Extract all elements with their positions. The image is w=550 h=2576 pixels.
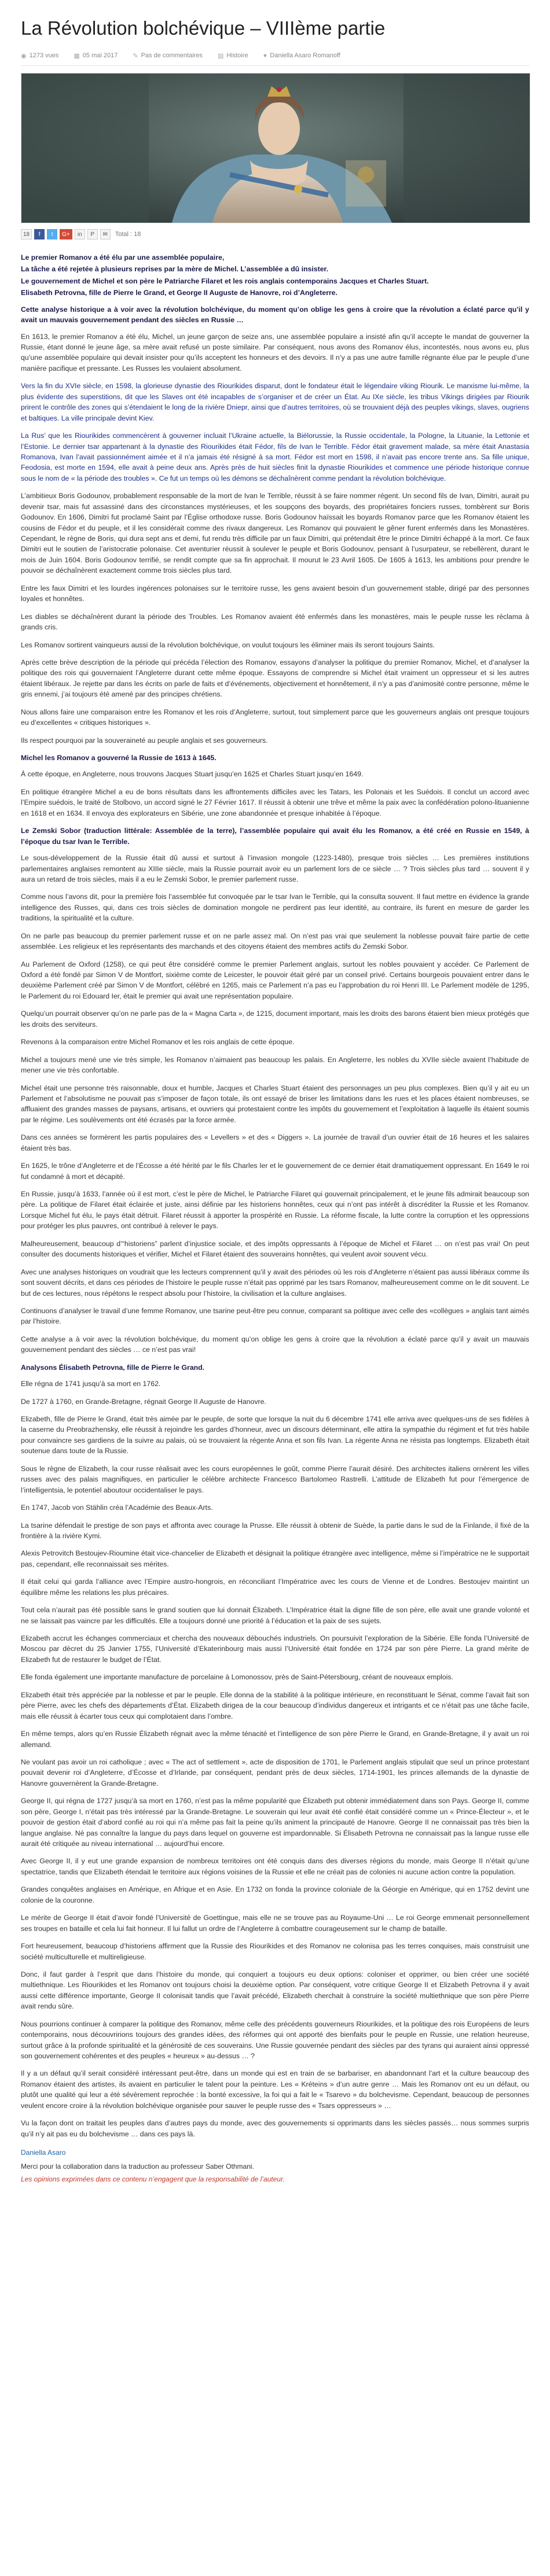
article-paragraph: Donc, il faut garder à l’esprit que dans l’histoire du monde, qui conquiert a toujours eu deux options: coloniser et opprimer, ou bien créer une société multiethnique. Les Riourikides et les Romanov ont toujours choisi la deuxième option. Par conséquent, votre critique George II et Elizabeth Petrovna il y avait aussi cette différence importante, George II colonisait tandis que l’avait précédé, Elizabeth cherchait à construire la société multiethnique que son père Pierre avait rendu sûre. <box>21 1970 529 2011</box>
article-paragraph: Cette analyse historique a à voir avec la révolution bolchévique, du moment qu’on oblige les gens à croire que la révolution a éclaté parce qu’il y avait un mauvais gouvernement pendant des siècles en Russie … <box>21 305 529 325</box>
date-meta <box>74 52 118 60</box>
article-paragraph: Elle régna de 1741 jusqu’à sa mort en 1762. <box>21 1380 161 1388</box>
article-paragraph: Nous pourrions continuer à comparer la politique des Romanov, même celle des précédents gouverneurs Riourikides, et la politique des rois Européens de leurs contemporains, nous découvririons toujours des grandes idées, des réformes qui ont apporté des bienfaits pour le peuple en Russie, une relation heureuse, surtout grâce à la profonde spiritualité et la générosité de ces souverains. Une Russie gouvernée pendant des siècles par des tyrans qui auraient ainsi oppressé son gouvernement cohérentes et des peuples « heureux » au-dessus … ? <box>21 2019 529 2060</box>
article-paragraph: Après cette brève description de la période qui précéda l’élection des Romanov, essayons d’analyser la politique du premier Romanov, Michel, et d’analyser la politique des rois qui gouvernaient l’Angleterre durant cette même époque. Essayons de comprendre si Michel était vraiment un oppresseur et si les autres étaient libéraux. Je rejette par dans les écrits on parle de faits et d’événements, objectivement et honnêtement, il n’y a pas d’animosité contre personne, même le gris ennemi, j’ai toujours été amené par des principes chrétiens. <box>21 658 529 699</box>
article-paragraph: Dans ces années se formèrent les partis populaires des « Levellers » et des « Diggers ». La journée de travail d’un ouvrier était de 16 heures et les salaires étaient très bas. <box>21 1133 529 1152</box>
article-paragraph: Comme nous l’avons dit, pour la première fois l’assemblée fut convoquée par le tsar Ivan le Terrible, qui la consulta souvent. Il faut mettre en évidence la grande intelligence des Russes, qui, dans ces trois siècles de domination mongole ne perdirent pas leur identité, au contraire, ils furent en mesure de garder les traditions, la spiritualité et la culture. <box>21 893 529 923</box>
comments-link[interactable]: Pas de commentaires <box>141 52 203 60</box>
comments-meta[interactable] <box>133 52 203 60</box>
google-share-button[interactable]: G+ <box>60 229 72 239</box>
author-meta[interactable] <box>263 52 340 60</box>
footer-thanks: Merci pour la collaboration dans la traduction au professeur Saber Othmani. <box>21 2162 254 2171</box>
email-share-button[interactable]: ✉ <box>100 229 111 239</box>
article-paragraph: En Russie, jusqu’à 1633, l’année où il est mort, c’est le père de Michel, le Patriarche Filaret qui gouvernait principalement, et le jeune fils admirait beaucoup son père. La politique de Filaret était éclairée et juste, ainsi définie par les historiens honnêtes, ceux qui n’ont pas intérêt à discréditer la Russie et les Romanov. Lorsque Michel fut élu, le pays était détruit. Filaret réussit à apporter la prospérité en Russie. La réforme fiscale, la lutte contre la corruption et les oppressions pour protéger les plus pauvres, ont contribué à relever le pays. <box>21 1190 529 1230</box>
article-paragraph: En 1613, le premier Romanov a été élu, Michel, un jeune garçon de seize ans, une assemblée populaire a insisté afin qu’il accepte le mandat de gouverner la Russie, étant donné le jeune âge, sa mère avait refusé un poste similaire. Par conséquent, nous avons des Romanov élus, incontestés, nous avons eu, plus qu’une assemblée populaire qui devait insister pour qu’ils acceptent les honneurs et des devoirs. Il n’y a pas une autre famille régnante élue par le peuple d’une manière pacifique et pressante. Les Russes les voulaient absolument. <box>21 332 529 373</box>
article-paragraph: La tâche a été rejetée à plusieurs reprises par la mère de Michel. L’assemblée a dû insister. <box>21 265 329 274</box>
article-paragraph: Avec George II, il y eut une grande expansion de nombreux territoires ont été conquis dans des diverses régions du monde, mais George II n’était qu’une spectatrice, tandis que Elizabeth étendait le territoire aux régions voisines de la Russie et elle ne créait pas de colonies ni aucune action contre la population. <box>21 1857 529 1876</box>
views-meta <box>21 52 58 60</box>
comment-icon: ✎ <box>133 52 138 60</box>
article-paragraph: Ils respect pourquoi par la souveraineté au peuple anglais et ses gouverneurs. <box>21 736 268 745</box>
article-paragraph: Le mérite de George II était d’avoir fondé l’Université de Goettingue, mais elle ne se trouve pas au Royaume-Uni … Le roi George emmenait personnellement ses troupes en bataille et cela lui fait honneur. Il lui fallut un ordre de l’Angleterre à combattre courageusement sur le champ de bataille. <box>21 1914 529 1933</box>
article-paragraph: En même temps, alors qu’en Russie Élizabeth régnait avec la même ténacité et l’intelligence de son père Pierre le Grand, en Grande-Bretagne, il y avait un roi allemand. <box>21 1730 529 1749</box>
author-link[interactable]: Daniella Asaro Romanoff <box>270 52 340 60</box>
views-count: 1273 vues <box>29 52 59 60</box>
article-paragraph: Il était celui qui garda l’alliance avec l’Empire austro-hongrois, en réconciliant l’Impératrice avec les cours de Vienne et de Londres. Bestoujev maintint un équilibre même les relations les plus précaires. <box>21 1578 529 1597</box>
article-paragraph: Analysons Élisabeth Petrovna, fille de Pierre le Grand. <box>21 1363 205 1372</box>
article-paragraph: Vu la façon dont on traitait les peuples dans d’autres pays du monde, avec des gouvernements si opprimants dans les siècles passés… nous sommes surpris qu’il n’y ait pas eu du bolchevisme … dans ces pays là. <box>21 2119 529 2138</box>
article-paragraph: Le premier Romanov a été élu par une assemblée populaire, <box>21 253 225 261</box>
article-paragraph: Elisabeth Petrovna, fille de Pierre le Grand, et George II Auguste de Hanovre, roi d’Angleterre. <box>21 289 338 297</box>
article-paragraph: Elizabeth était très appréciée par la noblesse et par le peuple. Elle donna de la stabilité à la politique intérieure, en reconstituant le Sénat, comme l’avait fait son père Pierre, avec les chefs des départements d’État. Elizabeth dirigea de la cour beaucoup d’individus dangereux et intrigants et ce n’était pas une tâche facile, mais elle réussit à écarter tous ceux qui complotaient dans l’ombre. <box>21 1690 529 1720</box>
article-paragraph: À cette époque, en Angleterre, nous trouvons Jacques Stuart jusqu’en 1625 et Charles Stuart jusqu’en 1649. <box>21 770 364 779</box>
article-paragraph: Revenons à la comparaison entre Michel Romanov et les rois anglais de cette époque. <box>21 1038 295 1046</box>
linkedin-share-button[interactable]: in <box>75 229 85 239</box>
category-link[interactable]: Histoire <box>226 52 248 60</box>
hero-image <box>21 73 530 223</box>
article-paragraph: Elle fonda également une importante manufacture de porcelaine à Lomonossov, près de Saint-Pétersbourg, créant de nouveaux emplois. <box>21 1673 453 1682</box>
user-icon: ● <box>263 52 267 60</box>
article-paragraph: Cette analyse a à voir avec la révolution bolchévique, du moment qu’on oblige les gens à croire que la révolution a éclaté parce qu’il y avait un mauvais gouvernement pendant des siècles … ce n’est pas vrai! <box>21 1335 529 1354</box>
article-paragraph: Michel les Romanov a gouverné la Russie de 1613 à 1645. <box>21 754 217 762</box>
portrait-painting <box>21 73 530 223</box>
article-paragraph: Les Romanov sortirent vainqueurs aussi de la révolution bolchévique, on voulut toujours les éliminer mais ils seront toujours Saints. <box>21 640 435 649</box>
article-paragraph: Elizabeth, fille de Pierre le Grand, était très aimée par le peuple, de sorte que lorsque la nuit du 6 décembre 1741 elle arriva avec quelques-uns de ses fidèles à la caserne du Preobrazhensky, elle réussit à rejoindre les gardes d’honneur, avec un discours déterminant, elle attira la sympathie du régiment et fut très habile pour convaincre ses gardiens de la suivre au palais, où se trouvaient la régente Anna et son fils Ivan. La régente Anna ne résista pas longtemps. Elizabeth était soutenue dans toute de la Russie. <box>21 1415 529 1455</box>
folder-icon: ▤ <box>217 52 224 60</box>
article-paragraph: Vers la fin du XVIe siècle, en 1598, la glorieuse dynastie des Riourikides disparut, dont le fondateur était le légendaire viking Riourik. Le marxisme lui-même, la plus évidente des superstitions, dit que les Slaves ont été incapables de s’organiser et de créer un État. Au IXe siècle, les tribus Vikings dirigées par Riourik prirent le contrôle des zones qui s’étendaient le long de la rivière Dniepr, ainsi que d’autres territoires, où se trouvaient déjà des peuples vikings, slaves, ougriens et baltiques. La ville principale devint Kiev. <box>21 382 529 422</box>
article-paragraph: Fort heureusement, beaucoup d’historiens affirment que la Russie des Riourikides et des Romanov ne colonisa pas les terres conquises, mais construisit une société multiculturelle et multireligieuse. <box>21 1942 529 1961</box>
article-paragraph: Ne voulant pas avoir un roi catholique ; avec « The act of settlement », acte de disposition de 1701, le Parlement anglais stipulait que seul un prince protestant pouvait devenir roi d’Angleterre, d’Écosse et d’Irlande, par conséquent, pendant près de deux siècles, 1714-1901, les princes allemands de la dynastie de Hanovre gouvernèrent la Grande-Bretagne. <box>21 1757 529 1788</box>
article-paragraph: Tout cela n’aurait pas été possible sans le grand soutien que lui donnait Élizabeth. L’Impératrice était la digne fille de son père, elle avait une grande volonté et ne se laissait pas vaincre par les difficultés. Elle a toujours donné une priorité à l’éducation et la paix de ses sujets. <box>21 1606 529 1625</box>
share-total: Total : 18 <box>115 230 141 238</box>
article-paragraph: Michel a toujours mené une vie très simple, les Romanov n’aimaient pas beaucoup les palais. En Angleterre, les nobles du XVIIe siècle avaient l’habitude de mener une vie très confortable. <box>21 1055 529 1075</box>
article-paragraph: En 1625, le trône d’Angleterre et de l’Écosse a été hérité par le fils Charles Ier et le gouvernement de ce dernier était dramatiquement oppressant. En 1649 le roi fut condamné à mort et décapité. <box>21 1162 529 1181</box>
article-paragraph: Au Parlement de Oxford (1258), ce qui peut être considéré comme le premier Parlement anglais, surtout les nobles pouvaient y accéder. Ce Parlement de Oxford a été fondé par Simon V de Montfort, sixième comte de Leicester, le pouvoir était géré par un conseil privé. Certains bourgeois pouvaient entrer dans le deuxième Parlement créé par Simon V de Montfort, célébré en 1265, mais ce Parlement n’a pas eu l’approbation du roi Henri III. Le Parlement modèle de 1295, le Parlement du roi Edouard Ier, était le premier qui avait une représentation populaire. <box>21 960 529 1000</box>
article-paragraph: En 1747, Jacob von Stählin créa l’Académie des Beaux-Arts. <box>21 1503 213 1512</box>
article-paragraph: Alexis Petrovitch Bestoujev-Rioumine était vice-chancelier de Elizabeth et désignait la politique étrangère avec intelligence, même si l’impératrice ne le supportait pas, cependant, elle reconnaissait ses mérites. <box>21 1549 529 1568</box>
article-paragraph: Les diables se déchaînèrent durant la période des Troubles. Les Romanov avaient été enfermés dans les monastères, mais le peuple russe les réclama à grands cris. <box>21 612 529 632</box>
article-paragraph: De 1727 à 1760, en Grande-Bretagne, régnait George II Auguste de Hanovre. <box>21 1397 266 1406</box>
article-paragraph: Malheureusement, beaucoup d’“historiens” parlent d’injustice sociale, et des impôts oppressants à l’époque de Michel et Filaret … on n’est pas vrai! On peut consulter des documents historiques et vérifier, Michel et Filaret étaient des souverains honnêtes, qui veulent avoir souvent vécu. <box>21 1239 529 1259</box>
article-paragraph: La Rus’ que les Riourikides commencèrent à gouverner incluait l’Ukraine actuelle, la Biélorussie, la Russie occidentale, la Pologne, la Lituanie, la Lettonie et l’Estonie. Le dernier tsar appartenant à la dynastie des Riourikides était Fédor, fils de Ivan le Terrible. Fédor était gravement malade, sa mère était Anastasia Romanova, Ivan l’avait passionnément aimée et il n’a jamais été résigné à sa mort. Fédor est mort en 1598, il n’avait pas encore trente ans. Sa fille unique, Feodosia, est morte en 1594, elle avait à peine deux ans. Après près de huit siècles finit la dynastie Riourikides et commence une période historique connue sous le nom de « la période des troubles ». Ce fut un temps où les démons se déchaînèrent comme pendant la révolution bolchévique. <box>21 432 529 482</box>
category-meta[interactable] <box>218 52 248 60</box>
facebook-share-button[interactable]: f <box>34 229 45 239</box>
article-paragraph: Quelqu’un pourrait observer qu’on ne parle pas de la « Magna Carta », de 1215, document important, mais les droits des barons étaient bien mieux protégés que les droits des serviteurs. <box>21 1009 529 1029</box>
article-paragraph: Le sous-développement de la Russie était dû aussi et surtout à l’invasion mongole (1223-1480), presque trois siècles … Les premières institutions parlementaires anglaises remontent au XIIIe siècle, mais la Russie pourrait avoir eu un parlement lors de ce siècle … ? Trois siècles plus tard … souvent il y aura un retard de trois siècles, mais il a eu le Zemski Sobor, le premier parlement russe. <box>21 854 529 883</box>
share-count: 18 <box>21 229 32 239</box>
article-paragraph: En politique étrangère Michel a eu de bons résultats dans les affrontements difficiles avec les Tatars, les Polonais et les Suédois. Il conclut un accord avec l’Empire suédois, le traité de Stolbovo, un accord signé le 27 Février 1617. Il réussit à obtenir une trêve et même la paix avec la confédération polono-lituanienne en 1618 et en 1634. Il envoya des explorateurs en Sibérie, une zone abandonnée et presque inhabitée à l’époque. <box>21 787 529 817</box>
article-paragraph: Michel était une personne très raisonnable, doux et humble, Jacques et Charles Stuart étaient des personnages un peu plus complexes. Bien qu’il y ait eu un Parlement et l’absolutisme ne pouvait pas s’imposer de façon totale, ils ont essayé de briser les limitations dans les rues et les places étaient nombreuses, se affluaient des grandes masses de paysans, artisans, et ouvriers qui protestaient contre les impôts du gouvernement et l’exploitation à laquelle ils étaient soumis par le régime. Les soulèvements ont été écrasés par la force armée. <box>21 1084 529 1124</box>
article-paragraph: Entre les faux Dimitri et les lourdes ingérences polonaises sur le territoire russe, les gens avaient besoin d’un gouvernement stable, dirigé par des personnes loyales et honnêtes. <box>21 584 529 603</box>
pinterest-share-button[interactable]: P <box>87 229 98 239</box>
post-date: 05 mai 2017 <box>82 52 118 60</box>
article-paragraph: Il y a un défaut qu’il serait considéré intéressant peut-être, dans un monde qui est en train de se barbariser, en abandonnant l’art et la culture beaucoup des Romanov étaient des artistes, ils avaient en particulier le talent pour la peinture. Les « Kréteins » d’un autre genre … Mais les Romanov ont eu un défaut, ou plutôt une qualité qui leur a été sévèrement reprochée : la bonté excessive, la foi qui a fait le « Tsarevo » du bolchevisme. Cependant, beaucoup de personnes veulent encore croire à la révolution bolchévique organisée pour sauver le peuple russe des « Tsars oppresseurs » … <box>21 2069 529 2110</box>
article-paragraph: Grandes conquêtes anglaises en Amérique, en Afrique et en Asie. En 1732 on fonda la province coloniale de la Géorgie en Amérique, qui en 1752 devint une colonie de la couronne. <box>21 1885 529 1904</box>
article-paragraph: Nous allons faire une comparaison entre les Romanov et les rois d’Angleterre, surtout, tout simplement parce que les gouverneurs anglais ont presque toujours eu d’excellentes « critiques historiques ». <box>21 707 529 727</box>
eye-icon: ◉ <box>21 52 27 60</box>
calendar-icon: ▦ <box>74 52 80 60</box>
article-paragraph: L’ambitieux Boris Godounov, probablement responsable de la mort de Ivan le Terrible, réussit à se faire nommer régent. Un second fils de Ivan, Dimitri, aurait pu devenir tsar, mais fut assassiné dans des circonstances mystérieuses, et les soupçons des boyards, des propriétaires fonciers russes, tombèrent sur Boris Godounov. En 1606, Dimitri fut proclamé Saint par l’Église orthodoxe russe. Boris Godounov haïssait les boyards Romanov parce que les Romanov étaient les cousins de Fédor et du peuple, et il les considérait comme des rivaux dangereux. Les Romanov qui pouvaient le gêner furent enfermés dans les Monastères. Cependant, le règne de Boris, qui dura sept ans et demi, fut rendu très difficile par un faux Dimitri, qui prétendait être le prince Dimitri échappé à la mort. Ce faux Dimitri eut le soutien de l’aristocratie polonaise. Cet aventurier réussit à soulever le peuple et Boris Godounov, pensant à l’usurpateur, se rebellèrent, durant le mois de Juin 1604. Boris Godounov terrifié, se rendit compte que sa fin approchait. Il mourut le 23 Avril 1605. De 1605 à 1613, les ambitions pour prendre le pouvoir se déchaînèrent exactement comme trois siècles plus tard. <box>21 492 529 575</box>
article-paragraph: Le gouvernement de Michel et son père le Patriarche Filaret et les rois anglais contemporains Jacques et Charles Stuart. <box>21 277 429 285</box>
article-paragraph: La tsarine défendait le prestige de son pays et affronta avec courage la Prusse. Elle réussit à obtenir de Suède, la partie dans le sud de la Finlande, il fixé de la frontière à la rivière Kymi. <box>21 1521 529 1540</box>
article-meta <box>21 52 529 66</box>
article-paragraph: George II, qui régna de 1727 jusqu’à sa mort en 1760, n’est pas la même popularité que Élizabeth put obtenir immédiatement dans son Pays. George II, comme son père, George I, n’était pas très intéressé par la Grande-Bretagne. Le souverain qui leur avait été confié était considéré comme un « Prince-Électeur », et le pouvoir de gestion était d’abord confié au roi qui n’a même pas fait la peine qu’ils animent la principauté de Hanovre. George II ne connaissait pas très bien la langue anglaise. Né pas connaître la langue du pays dans lequel on gouverne est impardonnable. Si Élisabeth Petrovna ne connaissait pas la langue russe elle aurait été critiquée au niveau international … aujourd’hui encore. <box>21 1797 529 1848</box>
article-paragraph: On ne parle pas beaucoup du premier parlement russe et on ne parle assez mal. On n’est pas vrai que seulement la noblesse pouvait faire partie de cette assemblée. Les religieux et les représentants des marchands et des citoyens étaient des membres actifs du Zemski Sobor. <box>21 931 529 951</box>
article-paragraph: Sous le règne de Elizabeth, la cour russe réalisait avec les cours européennes le goût, comme Pierre l’aurait désiré. Des architectes italiens ornèrent les villes russes avec des palais magnifiques, en particulier le célèbre architecte Francesco Bartolomeo Rastrelli. L’attitude de Elizabeth fut pour l’émergence de l’intelligentsia, le potentiel aboutour occidentaliser le pays. <box>21 1464 529 1494</box>
article-paragraph: Le Zemski Sobor (traduction littérale: Assemblée de la terre), l’assemblée populaire qui avait élu les Romanov, a été créé en Russie en 1549, à l’époque du tsar Ivan le Terrible. <box>21 827 529 846</box>
share-toolbar <box>21 229 529 239</box>
article-body <box>21 252 529 2139</box>
footer-disclaimer: Les opinions exprimées dans ce contenu n’engagent que la responsabilité de l’auteur. <box>21 2175 285 2184</box>
twitter-share-button[interactable]: t <box>47 229 57 239</box>
footer-author[interactable]: Daniella Asaro <box>21 2148 66 2157</box>
article-paragraph: Avec une analyses historiques on voudrait que les lecteurs comprennent qu’il y avait des périodes où les rois d’Angleterre n’étaient pas aussi libéraux comme ils sont souvent décrits, et dans ces périodes de l’histoire le peuple russe n’était pas opprimé par les tsars Romanov, malheureusement comme on le dit souvent. Le but de ces lectures, nous répétons le respect absolu pour l’histoire, la civilisation et la culture anglaises. <box>21 1267 529 1298</box>
page-title: La Révolution bolchévique – VIIIème partie <box>21 17 386 39</box>
article-paragraph: Continuons d’analyser le travail d’une femme Romanov, une tsarine peut-être peu connue, comparant sa politique avec celle des «collègues » anglais tant aimés par l’histoire. <box>21 1306 529 1326</box>
article-paragraph: Elizabeth accrut les échanges commerciaux et chercha des nouveaux débouchés industriels. On poursuivit l’exploration de la Sibérie. Elle fonda l’Université de Moscou par décret du 25 Janvier 1755, l’Université d’Ekaterinbourg mais aussi l’Université était fondée en 1724 par son père Pierre. La grand mérite de Elizabeth fut de restaurer le budget de l’État. <box>21 1634 529 1664</box>
